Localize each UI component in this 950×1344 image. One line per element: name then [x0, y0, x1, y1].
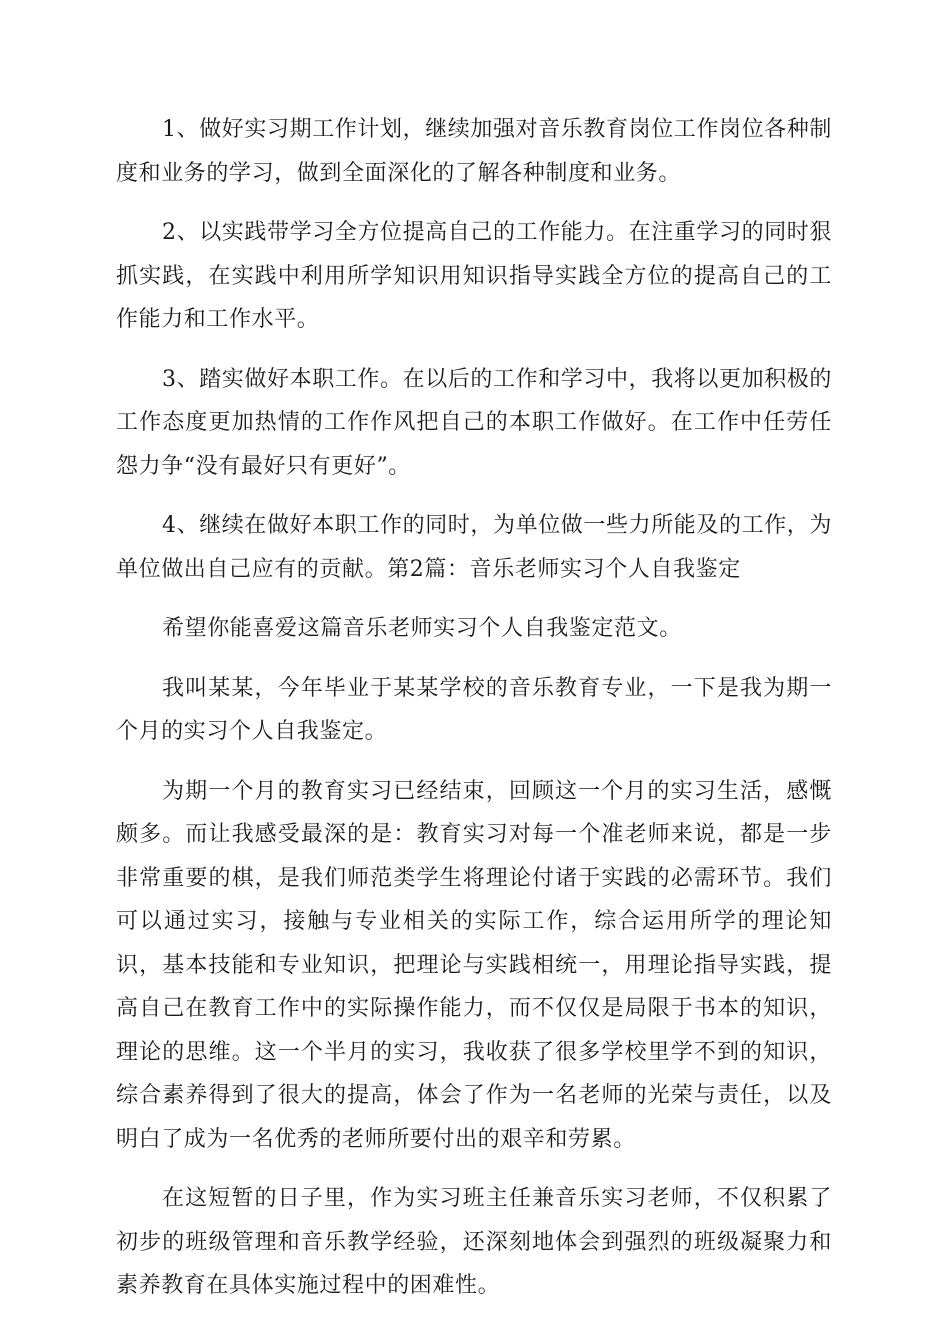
- paragraph-7: 为期一个月的教育实习已经结束，回顾这一个月的实习生活，感慨颇多。而让我感受最深的是：教育实习对每一个准老师来说，都是一步非常重要的棋，是我们师范类学生将理论付诸于实践的必需环节。我们可以通过实习，接触与专业相关的实际工作，综合运用所学的理论知识，基本技能和专业知识，把理论与实践相统一，用理论指导实践，提高自己在教育工作中的实际操作能力，而不仅仅是局限于书本的知识，理论的思维。这一个半月的实习，我收获了很多学校里学不到的知识，综合素养得到了很大的提高，体会了作为一名老师的光荣与责任，以及明白了成为一名优秀的老师所要付出的艰辛和劳累。: [116, 778, 832, 1152]
- paragraph-3: 3、踏实做好本职工作。在以后的工作和学习中，我将以更加积极的工作态度更加热情的工作作风把自己的本职工作做好。在工作中任劳任怨力争“没有最好只有更好”。: [116, 366, 832, 479]
- paragraph-2: 2、以实践带学习全方位提高自己的工作能力。在注重学习的同时狠抓实践，在实践中利用所学知识用知识指导实践全方位的提高自己的工作能力和工作水平。: [116, 220, 832, 332]
- paragraph-8: 在这短暂的日子里，作为实习班主任兼音乐实习老师，不仅积累了初步的班级管理和音乐教学经验，还深刻地体会到强烈的班级凝聚力和素养教育在具体实施过程中的困难性。: [116, 1186, 832, 1298]
- paragraph-5: 希望你能喜爱这篇音乐老师实习个人自我鉴定范文。: [162, 616, 682, 641]
- document-body: [116, 108, 832, 1324]
- paragraph-1: 1、做好实习期工作计划，继续加强对音乐教育岗位工作岗位各种制度和业务的学习，做到全面深化的了解各种制度和业务。: [116, 117, 832, 186]
- paragraph-4: 4、继续在做好本职工作的同时，为单位做一些力所能及的工作，为单位做出自己应有的贡献。第2篇：音乐老师实习个人自我鉴定: [116, 513, 832, 582]
- paragraph-6: 我叫某某，今年毕业于某某学校的音乐教育专业，一下是我为期一个月的实习个人自我鉴定。: [116, 675, 832, 744]
